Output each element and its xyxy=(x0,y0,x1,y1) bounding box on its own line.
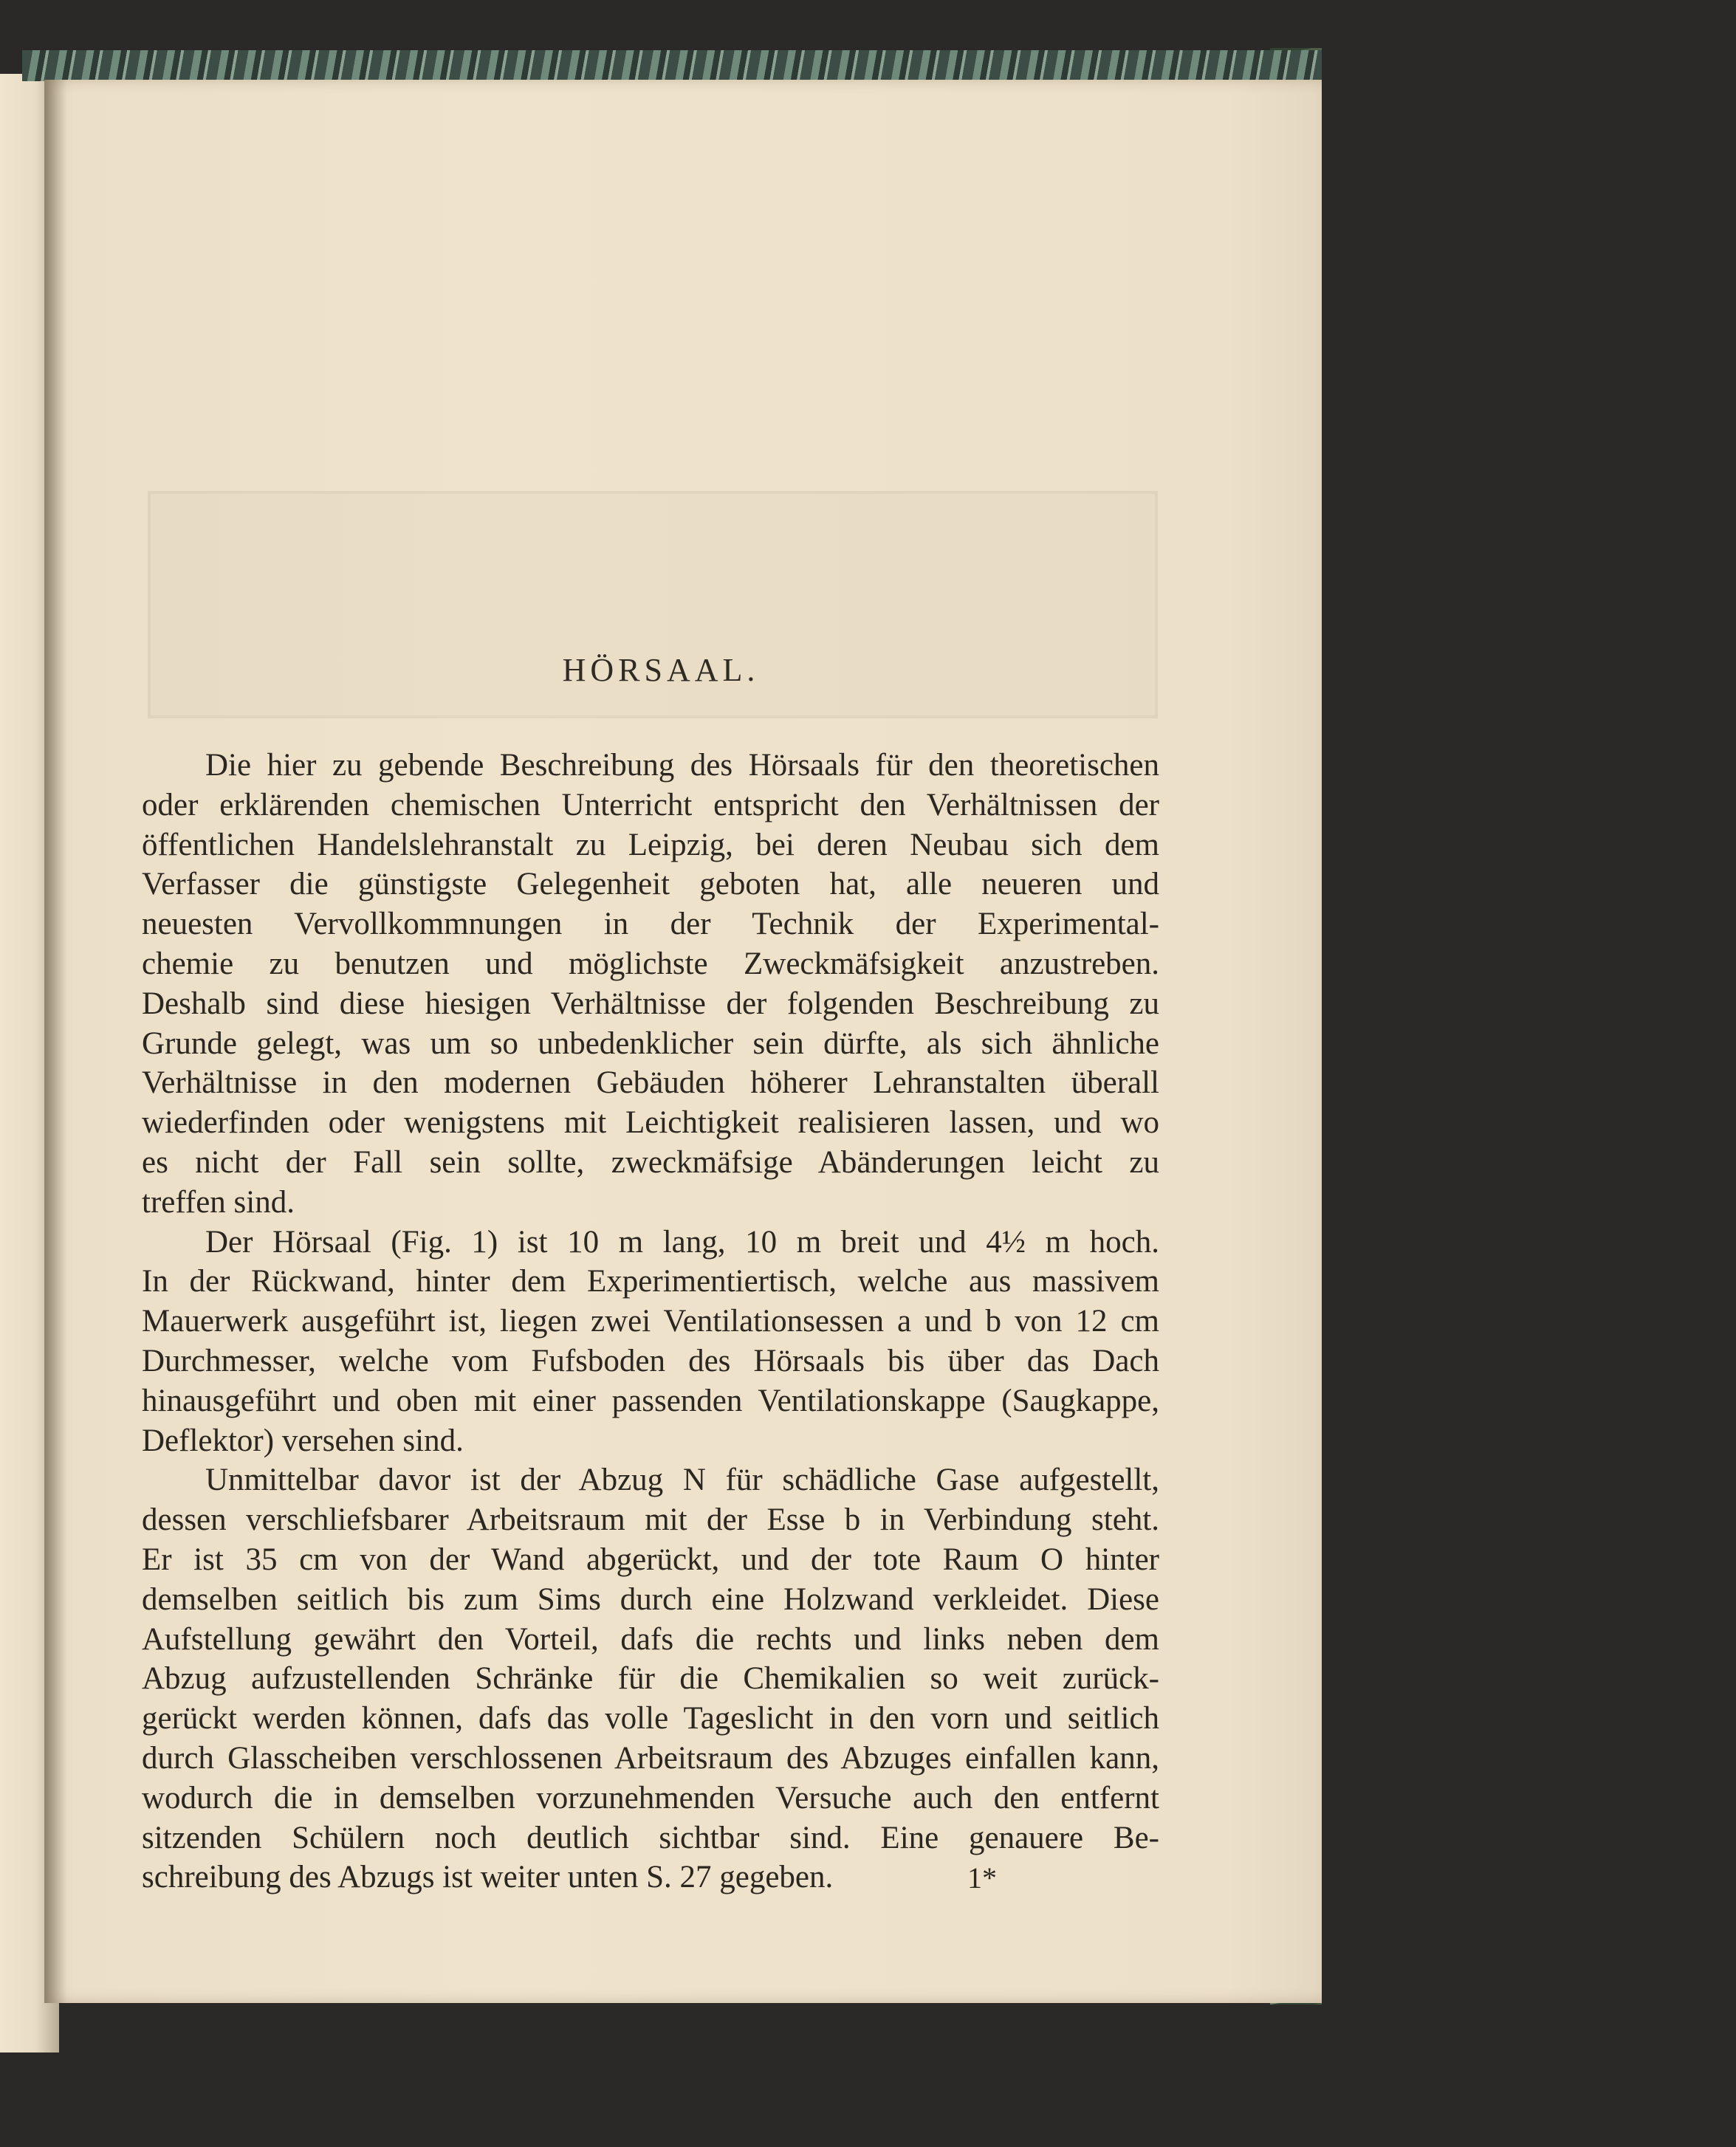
text-line: Grunde gelegt, was um so unbedenklicher sein dürfte, als sich ähnliche xyxy=(142,1026,1159,1061)
text-line: Unmittelbar davor ist der Abzug N für schädliche Gase aufgestellt, xyxy=(205,1463,1159,1498)
text-line: wiederfinden oder wenigstens mit Leichtigkeit realisieren lassen, und wo xyxy=(142,1105,1159,1141)
text-line: Deflektor) versehen sind. xyxy=(142,1423,464,1458)
text-line: Er ist 35 cm von der Wand abgerückt, und der tote Raum O hinter xyxy=(142,1542,1159,1577)
paragraph xyxy=(142,746,1159,1223)
text-line: schreibung des Abzugs ist weiter unten S. 27 gegeben. xyxy=(142,1860,834,1895)
text-line: wodurch die in demselben vorzunehmenden Versuche auch den entfernt xyxy=(142,1780,1159,1815)
text-line: Der Hörsaal (Fig. 1) ist 10 m lang, 10 m breit und 4½ m hoch. xyxy=(205,1224,1159,1260)
text-line: Aufstellung gewährt den Vorteil, dafs die rechts und links neben dem xyxy=(142,1621,1159,1657)
body-text xyxy=(142,746,1159,1897)
text-line: Verfasser die günstigste Gelegenheit geboten hat, alle neueren und xyxy=(142,867,1159,902)
text-line: öffentlichen Handelslehranstalt zu Leipzig, bei deren Neubau sich dem xyxy=(142,827,1159,862)
text-line: Mauerwerk ausgeführt ist, liegen zwei Ventilationsessen a und b von 12 cm xyxy=(142,1304,1159,1339)
text-line: Abzug aufzustellenden Schränke für die Chemikalien so weit zurück- xyxy=(142,1661,1159,1697)
text-line: gerückt werden können, dafs das volle Tageslicht in den vorn und seitlich xyxy=(142,1701,1159,1737)
text-line: neuesten Vervollkommnungen in der Technik der Experimental- xyxy=(142,907,1159,942)
text-line: In der Rückwand, hinter dem Experimentiertisch, welche aus massivem xyxy=(142,1264,1159,1299)
text-line: Die hier zu gebende Beschreibung des Hörsaals für den theoretischen xyxy=(205,748,1159,783)
gutter-shadow xyxy=(44,80,66,2003)
text-line: es nicht der Fall sein sollte, zweckmäfsige Abänderungen leicht zu xyxy=(142,1144,1159,1180)
marbled-page-edge xyxy=(22,50,1322,81)
paragraph xyxy=(142,1223,1159,1461)
text-line: durch Glasscheiben verschlossenen Arbeitsraum des Abzuges einfallen kann, xyxy=(142,1740,1159,1776)
text-line: dessen verschliefsbarer Arbeitsraum mit der Esse b in Verbindung steht. xyxy=(142,1502,1159,1538)
text-line: hinausgeführt und oben mit einer passenden Ventilationskappe (Saugkappe, xyxy=(142,1383,1159,1418)
paragraph xyxy=(142,1460,1159,1897)
text-line: demselben seitlich bis zum Sims durch eine Holzwand verkleidet. Diese xyxy=(142,1581,1159,1617)
text-line: chemie zu benutzen und möglichste Zweckmäfsigkeit anzustreben. xyxy=(142,946,1159,981)
page-number: 1* xyxy=(967,1861,997,1894)
text-line: Durchmesser, welche vom Fufsboden des Hörsaals bis über das Dach xyxy=(142,1343,1159,1378)
text-line: sitzenden Schülern noch deutlich sichtbar sind. Eine genauere Be- xyxy=(142,1820,1159,1855)
text-line: Verhältnisse in den modernen Gebäuden höherer Lehranstalten überall xyxy=(142,1065,1159,1101)
text-line: oder erklärenden chemischen Unterricht entspricht den Verhältnissen der xyxy=(142,787,1159,822)
page-title: HÖRSAAL. xyxy=(562,652,760,688)
text-line: treffen sind. xyxy=(142,1184,295,1220)
text-line: Deshalb sind diese hiesigen Verhältnisse der folgenden Beschreibung zu xyxy=(142,986,1159,1021)
